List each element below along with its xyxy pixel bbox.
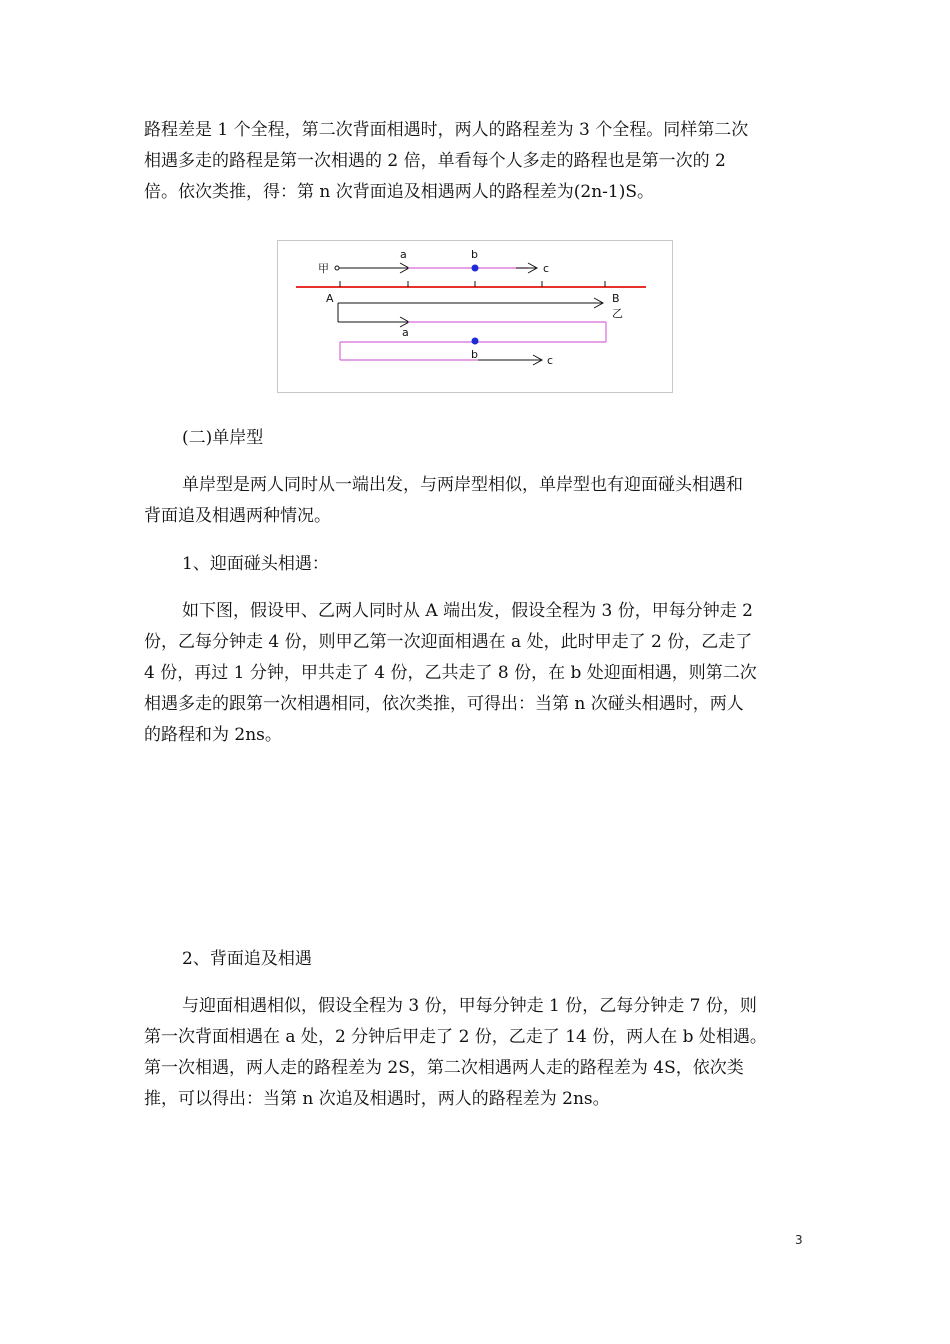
text-line: 相遇多走的跟第一次相遇相同，依次类推，可得出：当第 n 次碰头相遇时，两人 [144,694,744,714]
section-heading: (二)单岸型 [182,428,264,448]
subheading-1: 1、迎面碰头相遇： [182,554,329,574]
chase-diagram [277,240,673,393]
text-line: 倍。依次类推，得：第 n 次背面追及相遇两人的路程差为(2n-1)S。 [144,182,654,202]
chase-diagram-svg [278,241,674,394]
text-line: 路程差是 1 个全程，第二次背面相遇时，两人的路程差为 3 个全程。同样第二次 [144,120,749,140]
text-line: 第一次背面相遇在 a 处，2 分钟后甲走了 2 份，乙走了 14 份，两人在 b 处相遇。 [144,1027,767,1047]
label-c-top: c [543,262,550,275]
text-line: 的路程和为 2ns。 [144,725,282,745]
label-c-bottom: c [547,354,554,367]
text-line: 推，可以得出：当第 n 次追及相遇时，两人的路程差为 2ns。 [144,1089,610,1109]
text-line: 第一次相遇，两人走的路程差为 2S，第二次相遇两人走的路程差为 4S，依次类 [144,1058,744,1078]
text-line: 与迎面相遇相似，假设全程为 3 份，甲每分钟走 1 份，乙每分钟走 7 份，则 [182,996,757,1016]
subheading-2: 2、背面追及相遇 [182,949,312,969]
meeting-point-b-bottom [472,338,479,345]
text-line: 4 份，再过 1 分钟，甲共走了 4 份，乙共走了 8 份，在 b 处迎面相遇，则第二次 [144,663,757,683]
label-B: B [612,292,620,305]
text-line: 如下图，假设甲、乙两人同时从 A 端出发，假设全程为 3 份，甲每分钟走 2 [182,601,753,621]
jia-start-dot [335,266,339,270]
text-line: 份，乙每分钟走 4 份，则甲乙第一次迎面相遇在 a 处，此时甲走了 2 份，乙走了 [144,632,753,652]
text-line: 相遇多走的路程是第一次相遇的 2 倍，单看每个人多走的路程也是第一次的 2 [144,151,726,171]
label-yi: 乙 [612,307,623,320]
paragraph-2 [144,991,814,1115]
intro-paragraph [144,470,814,532]
label-b-top: b [471,248,478,261]
label-a-top: a [400,248,407,261]
label-jia: 甲 [318,262,329,275]
label-a-mid: a [402,326,409,339]
paragraph-1 [144,596,814,751]
label-b-bottom: b [471,348,478,361]
text-line: 单岸型是两人同时从一端出发，与两岸型相似，单岸型也有迎面碰头相遇和 [182,475,743,495]
paragraph-top [144,115,814,208]
text-line: 背面追及相遇两种情况。 [144,506,331,526]
label-A: A [326,292,334,305]
meeting-point-b-top [472,265,479,272]
page-number: 3 [795,1233,803,1247]
